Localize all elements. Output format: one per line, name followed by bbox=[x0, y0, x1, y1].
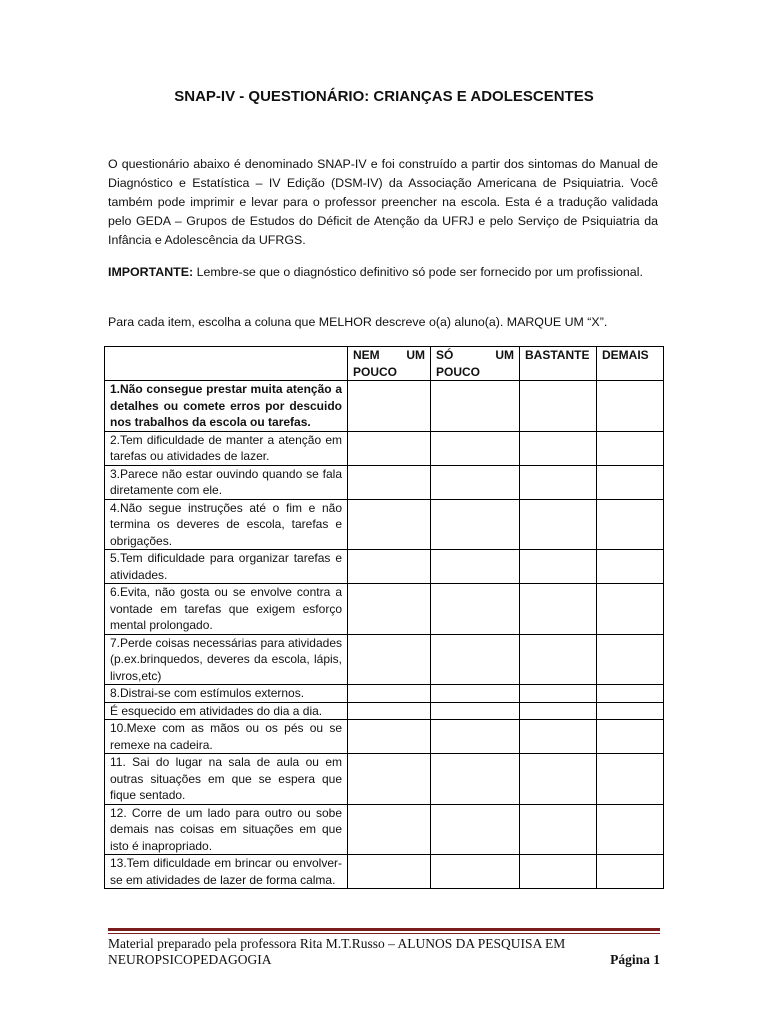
table-row bbox=[105, 720, 664, 754]
page-number: Página 1 bbox=[610, 952, 660, 967]
answer-cell-demais[interactable] bbox=[597, 499, 664, 550]
item-text: É esquecido em atividades do dia a dia. bbox=[105, 702, 348, 720]
answer-cell-so-um-pouco[interactable] bbox=[431, 499, 520, 550]
answer-cell-bastante[interactable] bbox=[520, 855, 597, 889]
answer-cell-nem-um-pouco[interactable] bbox=[348, 499, 431, 550]
answer-cell-so-um-pouco[interactable] bbox=[431, 720, 520, 754]
table-row bbox=[105, 634, 664, 685]
table-row bbox=[105, 465, 664, 499]
table-row bbox=[105, 499, 664, 550]
table-row bbox=[105, 855, 664, 889]
answer-cell-bastante[interactable] bbox=[520, 584, 597, 635]
answer-cell-bastante[interactable] bbox=[520, 702, 597, 720]
intro-paragraph: O questionário abaixo é denominado SNAP-IV e foi construído a partir dos sintomas do Manual de Diagnóstico e Estatística – IV Edição (DSM-IV) da Associação Americana de Psiquiatria. Você também pode imprimir e levar para o professor preencher na escola. Esta é a tradução validada pelo GEDA – Grupos de Estudos do Déficit de Atenção da UFRJ e pelo Serviço de Psiquiatria da Infância e Adolescência da UFRGS. bbox=[108, 157, 658, 247]
answer-cell-bastante[interactable] bbox=[520, 804, 597, 855]
answer-cell-demais[interactable] bbox=[597, 381, 664, 432]
answer-cell-demais[interactable] bbox=[597, 431, 664, 465]
answer-cell-demais[interactable] bbox=[597, 634, 664, 685]
header-bastante: BASTANTE bbox=[520, 347, 597, 381]
item-text: 1.Não consegue prestar muita atenção a detalhes ou comete erros por descuido nos trabalhos da escola ou tarefas. bbox=[105, 381, 348, 432]
answer-cell-nem-um-pouco[interactable] bbox=[348, 584, 431, 635]
answer-cell-bastante[interactable] bbox=[520, 499, 597, 550]
answer-cell-nem-um-pouco[interactable] bbox=[348, 754, 431, 805]
header-nem-um-pouco: NEM UM POUCO bbox=[348, 347, 431, 381]
item-text: 4.Não segue instruções até o fim e não termina os deveres de escola, tarefas e obrigações. bbox=[105, 499, 348, 550]
table-row bbox=[105, 754, 664, 805]
table-row bbox=[105, 685, 664, 703]
item-text: 11. Sai do lugar na sala de aula ou em outras situações em que se espera que fique sentado. bbox=[105, 754, 348, 805]
table-row bbox=[105, 584, 664, 635]
answer-cell-nem-um-pouco[interactable] bbox=[348, 550, 431, 584]
answer-cell-nem-um-pouco[interactable] bbox=[348, 634, 431, 685]
item-text: 6.Evita, não gosta ou se envolve contra a vontade em tarefas que exigem esforço mental prolongado. bbox=[105, 584, 348, 635]
answer-cell-nem-um-pouco[interactable] bbox=[348, 431, 431, 465]
answer-cell-nem-um-pouco[interactable] bbox=[348, 702, 431, 720]
answer-cell-nem-um-pouco[interactable] bbox=[348, 804, 431, 855]
item-text: 7.Perde coisas necessárias para atividades (p.ex.brinquedos, deveres da escola, lápis, livros,etc) bbox=[105, 634, 348, 685]
answer-cell-so-um-pouco[interactable] bbox=[431, 465, 520, 499]
page-title: SNAP-IV - QUESTIONÁRIO: CRIANÇAS E ADOLESCENTES bbox=[174, 88, 594, 105]
answer-cell-so-um-pouco[interactable] bbox=[431, 431, 520, 465]
item-text: 5.Tem dificuldade para organizar tarefas e atividades. bbox=[105, 550, 348, 584]
header-item bbox=[105, 347, 348, 381]
answer-cell-bastante[interactable] bbox=[520, 634, 597, 685]
answer-cell-so-um-pouco[interactable] bbox=[431, 381, 520, 432]
table-row bbox=[105, 804, 664, 855]
header-so-um-pouco: SÓ UM POUCO bbox=[431, 347, 520, 381]
answer-cell-so-um-pouco[interactable] bbox=[431, 685, 520, 703]
footer-divider-thin bbox=[108, 933, 660, 934]
answer-cell-demais[interactable] bbox=[597, 754, 664, 805]
answer-cell-so-um-pouco[interactable] bbox=[431, 754, 520, 805]
answer-cell-demais[interactable] bbox=[597, 855, 664, 889]
answer-cell-bastante[interactable] bbox=[520, 431, 597, 465]
questionnaire-table bbox=[104, 346, 664, 889]
answer-cell-demais[interactable] bbox=[597, 702, 664, 720]
answer-cell-demais[interactable] bbox=[597, 720, 664, 754]
table-row bbox=[105, 702, 664, 720]
page-footer bbox=[108, 936, 660, 968]
important-label: IMPORTANTE: bbox=[108, 265, 194, 279]
answer-cell-demais[interactable] bbox=[597, 685, 664, 703]
header-demais: DEMAIS bbox=[597, 347, 664, 381]
footer-credit-line1: Material preparado pela professora Rita M.T.Russo – ALUNOS DA PESQUISA EM bbox=[108, 936, 566, 951]
answer-cell-bastante[interactable] bbox=[520, 685, 597, 703]
item-text: 10.Mexe com as mãos ou os pés ou se remexe na cadeira. bbox=[105, 720, 348, 754]
item-text: 12. Corre de um lado para outro ou sobe demais nas coisas em situações em que isto é inapropriado. bbox=[105, 804, 348, 855]
instruction-text: Para cada item, escolha a coluna que MELHOR descreve o(a) aluno(a). MARQUE UM “X”. bbox=[108, 315, 608, 329]
answer-cell-demais[interactable] bbox=[597, 804, 664, 855]
important-note bbox=[108, 263, 658, 282]
footer-divider bbox=[108, 928, 660, 931]
answer-cell-demais[interactable] bbox=[597, 465, 664, 499]
answer-cell-nem-um-pouco[interactable] bbox=[348, 720, 431, 754]
footer-credit-line2: NEUROPSICOPEDAGOGIA bbox=[108, 952, 272, 967]
item-text: 2.Tem dificuldade de manter a atenção em tarefas ou atividades de lazer. bbox=[105, 431, 348, 465]
answer-cell-nem-um-pouco[interactable] bbox=[348, 381, 431, 432]
table-row bbox=[105, 381, 664, 432]
important-text: Lembre-se que o diagnóstico definitivo só pode ser fornecido por um profissional. bbox=[193, 265, 643, 279]
answer-cell-bastante[interactable] bbox=[520, 381, 597, 432]
answer-cell-bastante[interactable] bbox=[520, 550, 597, 584]
answer-cell-bastante[interactable] bbox=[520, 754, 597, 805]
table-header-row bbox=[105, 347, 664, 381]
answer-cell-bastante[interactable] bbox=[520, 465, 597, 499]
item-text: 13.Tem dificuldade em brincar ou envolver-se em atividades de lazer de forma calma. bbox=[105, 855, 348, 889]
item-text: 3.Parece não estar ouvindo quando se fala diretamente com ele. bbox=[105, 465, 348, 499]
answer-cell-nem-um-pouco[interactable] bbox=[348, 685, 431, 703]
answer-cell-so-um-pouco[interactable] bbox=[431, 702, 520, 720]
answer-cell-so-um-pouco[interactable] bbox=[431, 584, 520, 635]
answer-cell-demais[interactable] bbox=[597, 550, 664, 584]
answer-cell-so-um-pouco[interactable] bbox=[431, 804, 520, 855]
answer-cell-demais[interactable] bbox=[597, 584, 664, 635]
answer-cell-nem-um-pouco[interactable] bbox=[348, 855, 431, 889]
answer-cell-so-um-pouco[interactable] bbox=[431, 550, 520, 584]
table-row bbox=[105, 550, 664, 584]
answer-cell-so-um-pouco[interactable] bbox=[431, 855, 520, 889]
answer-cell-nem-um-pouco[interactable] bbox=[348, 465, 431, 499]
answer-cell-bastante[interactable] bbox=[520, 720, 597, 754]
item-text: 8.Distrai-se com estímulos externos. bbox=[105, 685, 348, 703]
answer-cell-so-um-pouco[interactable] bbox=[431, 634, 520, 685]
table-row bbox=[105, 431, 664, 465]
